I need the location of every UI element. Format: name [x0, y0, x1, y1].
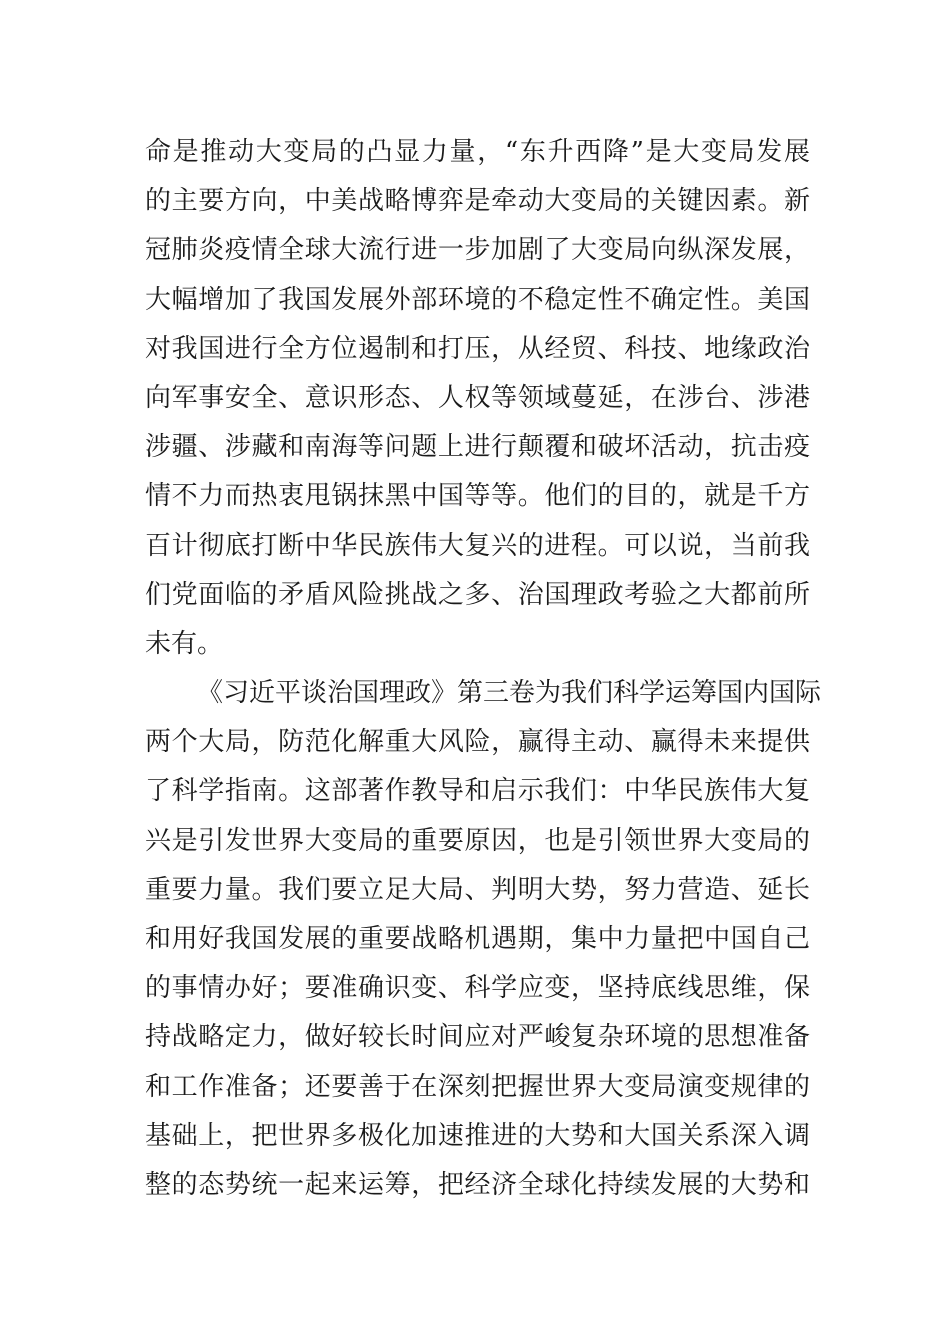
text-line: 和用好我国发展的重要战略机遇期，集中力量把中国自己 — [145, 924, 810, 954]
text-line: 冠肺炎疫情全球大流行进一步加剧了大变局向纵深发展， — [145, 235, 810, 266]
body-text — [145, 128, 822, 1210]
text-line: 和工作准备；还要善于在深刻把握世界大变局演变规律的 — [145, 1071, 810, 1102]
text-line: 重要力量。我们要立足大局、判明大势，努力营造、延长 — [145, 874, 810, 905]
text-line: 两个大局，防范化解重大风险，赢得主动、赢得未来提供 — [145, 727, 810, 758]
text-line: 未有。 — [145, 628, 224, 659]
text-line: 命是推动大变局的凸显力量，“东升西降”是大变局发展 — [145, 137, 810, 167]
text-line: 的事情办好；要准确识变、科学应变，坚持底线思维，保 — [145, 973, 810, 1004]
text-line: 对我国进行全方位遏制和打压，从经贸、科技、地缘政治 — [145, 333, 810, 364]
text-line: 们党面临的矛盾风险挑战之多、治国理政考验之大都前所 — [145, 579, 810, 610]
text-line: 大幅增加了我国发展外部环境的不稳定性不确定性。美国 — [145, 284, 810, 315]
text-line: 情不力而热衷甩锅抹黑中国等等。他们的目的，就是千方 — [145, 481, 810, 512]
text-line: 了科学指南。这部著作教导和启示我们：中华民族伟大复 — [145, 776, 810, 807]
text-line: 《习近平谈治国理政》第三卷为我们科学运筹国内国际 — [197, 678, 822, 709]
text-line: 整的态势统一起来运筹，把经济全球化持续发展的大势和 — [145, 1169, 810, 1200]
text-line: 涉疆、涉藏和南海等问题上进行颠覆和破坏活动，抗击疫 — [145, 432, 810, 463]
paragraph-1 — [145, 128, 810, 669]
text-line: 基础上，把世界多极化加速推进的大势和大国关系深入调 — [145, 1120, 810, 1151]
text-line: 兴是引发世界大变局的重要原因，也是引领世界大变局的 — [145, 825, 810, 856]
text-line: 持战略定力，做好较长时间应对严峻复杂环境的思想准备 — [145, 1022, 810, 1053]
paragraph-2 — [145, 669, 822, 1210]
text-line: 百计彻底打断中华民族伟大复兴的进程。可以说，当前我 — [145, 530, 810, 561]
text-line: 向军事安全、意识形态、人权等领域蔓延，在涉台、涉港 — [145, 382, 810, 413]
text-line: 的主要方向，中美战略博弈是牵动大变局的关键因素。新 — [145, 186, 810, 217]
